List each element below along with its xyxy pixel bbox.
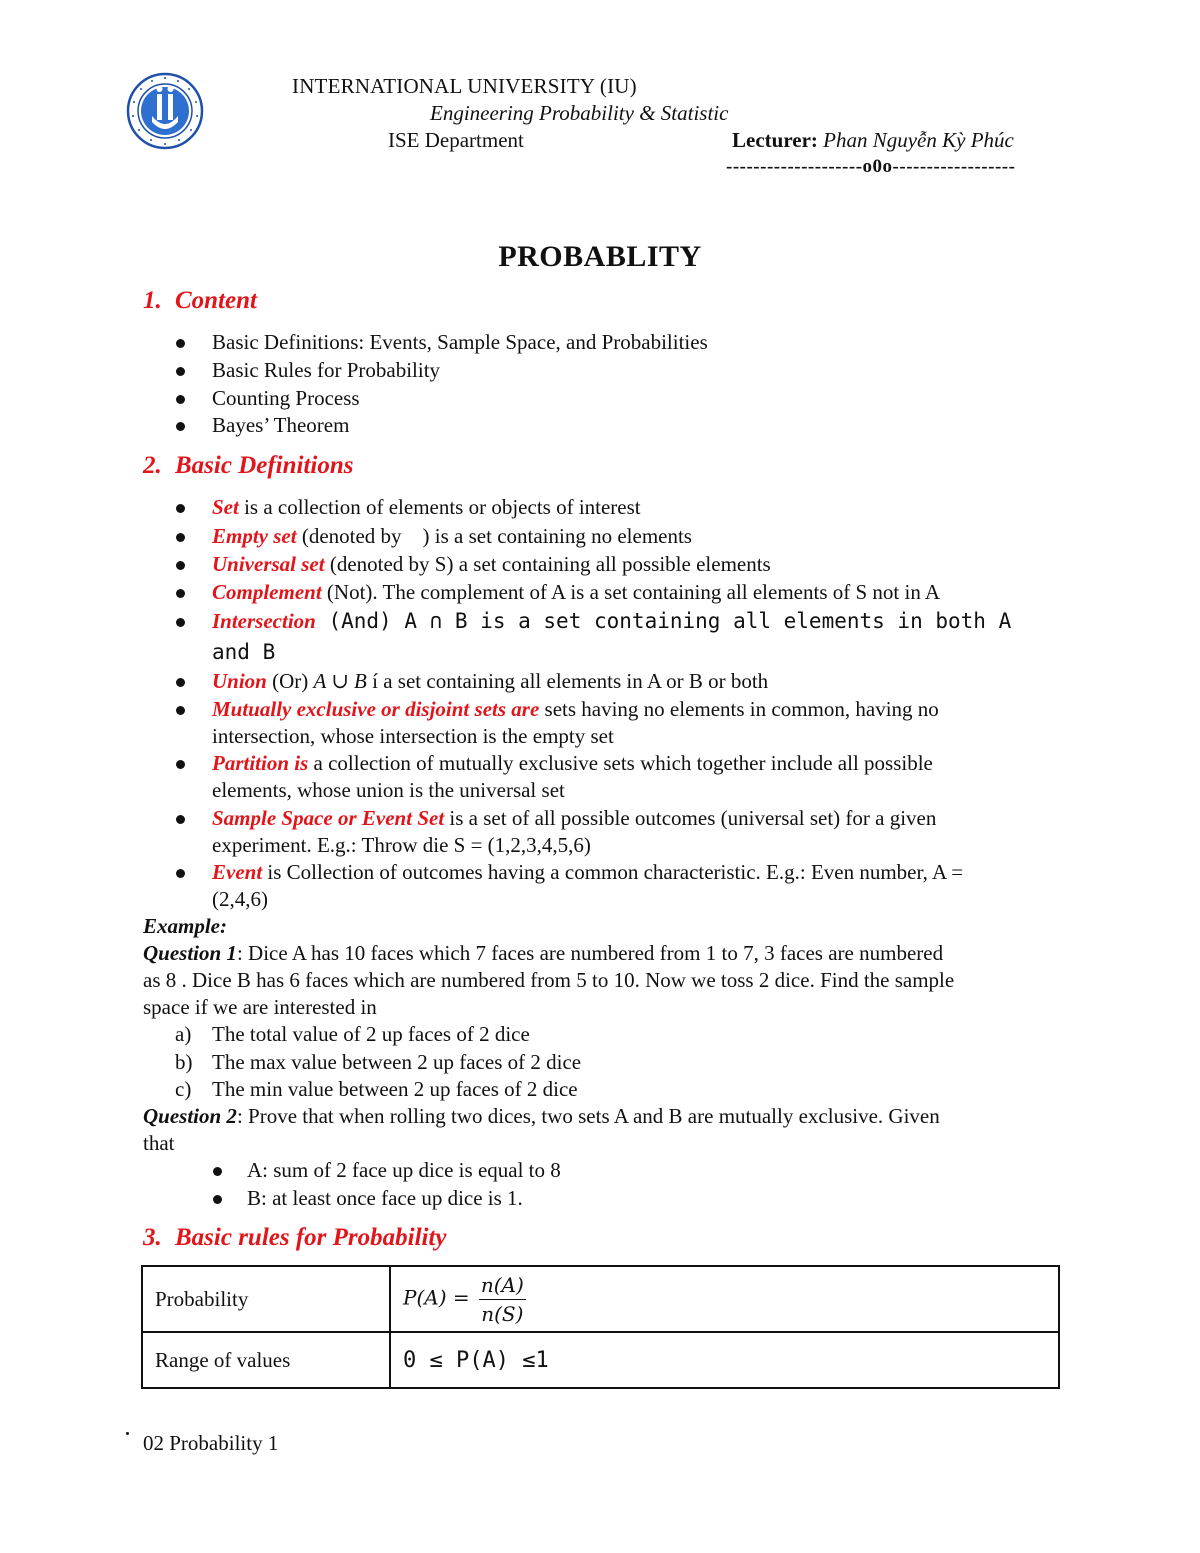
page-footer: 02 Probability 1: [143, 1431, 279, 1455]
bullet-icon: [175, 561, 187, 573]
definition-universal-set: Universal set (denoted by S) a set containing all possible elements: [212, 552, 771, 576]
definition-event-continued: (2,4,6): [212, 887, 268, 911]
lecturer-label: Lecturer:: [732, 128, 818, 152]
probability-rules-table: [141, 1265, 1060, 1389]
department-name: ISE Department: [388, 128, 524, 152]
bullet-icon: [175, 869, 187, 881]
university-name: INTERNATIONAL UNIVERSITY (IU): [292, 74, 637, 98]
probability-formula-lhs: P(A) =: [403, 1284, 470, 1309]
bullet-icon: [175, 589, 187, 601]
question-2-line2: that: [143, 1131, 175, 1155]
question-1: Question 1: Dice A has 10 faces which 7 faces are numbered from 1 to 7, 3 faces are numbered: [143, 941, 944, 965]
bullet-icon: [212, 1195, 224, 1207]
table-row: [142, 1266, 1059, 1332]
question-1-item: The min value between 2 up faces of 2 dice: [212, 1077, 578, 1101]
bullet-icon: [175, 533, 187, 545]
definition-partition: Partition is a collection of mutually exclusive sets which together include all possible: [212, 751, 933, 775]
bullet-icon: [175, 367, 187, 379]
bullet-icon: [175, 395, 187, 407]
bullet-icon: [175, 339, 187, 351]
section-heading-content: [143, 287, 257, 315]
example-label: Example:: [143, 914, 227, 938]
lecturer-name: Phan Nguyễn Kỳ Phúc: [823, 128, 1014, 152]
section-number: 1.: [143, 287, 162, 314]
fraction-numerator: n(A): [479, 1273, 526, 1300]
definition-sample-space-continued: experiment. E.g.: Throw die S = (1,2,3,4,5,6): [212, 833, 591, 857]
section-number: 2.: [143, 452, 162, 479]
definition-sample-space: Sample Space or Event Set is a set of all possible outcomes (universal set) for a given: [212, 806, 937, 830]
definition-complement: Complement (Not). The complement of A is a set containing all elements of S not in A: [212, 580, 941, 604]
lecturer-line: [732, 128, 1014, 153]
bullet-icon: [175, 815, 187, 827]
question-1-line3: space if we are interested in: [143, 995, 377, 1019]
table-cell-range: [390, 1332, 1059, 1388]
question-1-item-letter: a): [175, 1022, 192, 1046]
content-item: Counting Process: [212, 386, 360, 410]
section-number: 3.: [143, 1224, 162, 1251]
definition-set: Set is a collection of elements or objects of interest: [212, 495, 641, 519]
content-item: Bayes’ Theorem: [212, 413, 350, 437]
definition-mutually-exclusive-continued: intersection, whose intersection is the empty set: [212, 724, 614, 748]
section-title: Basic rules for Probability: [175, 1224, 447, 1251]
question-2: Question 2: Prove that when rolling two dices, two sets A and B are mutually exclusive. Given: [143, 1104, 940, 1128]
definition-mutually-exclusive: Mutually exclusive or disjoint sets are sets having no elements in common, having no: [212, 697, 939, 721]
question-2-item: A: sum of 2 face up dice is equal to 8: [247, 1158, 561, 1182]
table-cell-label: Range of values: [142, 1332, 390, 1388]
header-separator: --------------------o0o------------------: [726, 156, 1016, 177]
table-cell-formula: [390, 1266, 1059, 1332]
question-1-line2: as 8 . Dice B has 6 faces which are numbered from 5 to 10. Now we toss 2 dice. Find the sample: [143, 968, 955, 992]
section-title: Basic Definitions: [175, 452, 354, 479]
bullet-icon: [175, 504, 187, 516]
question-1-item-letter: b): [175, 1050, 193, 1074]
bullet-icon: [175, 678, 187, 690]
bullet-icon: [175, 706, 187, 718]
footer-dot: [126, 1432, 129, 1435]
question-1-item: The total value of 2 up faces of 2 dice: [212, 1022, 530, 1046]
question-1-item: The max value between 2 up faces of 2 dice: [212, 1050, 582, 1074]
question-1-item-letter: c): [175, 1077, 192, 1101]
bullet-icon: [175, 618, 187, 630]
question-2-item: B: at least once face up dice is 1.: [247, 1186, 523, 1210]
fraction-denominator: n(S): [481, 1301, 524, 1326]
definition-intersection-continued: and B: [212, 640, 276, 664]
definition-empty-set: Empty set (denoted by ) is a set containing no elements: [212, 524, 692, 548]
bullet-icon: [212, 1167, 224, 1179]
definition-partition-continued: elements, whose union is the universal set: [212, 778, 565, 802]
section-heading-basic-rules: [143, 1224, 447, 1252]
course-name: Engineering Probability & Statistic: [430, 101, 729, 125]
definition-union: Union (Or) A ∪ B í a set containing all elements in A or B or both: [212, 669, 769, 693]
bullet-icon: [175, 760, 187, 772]
content-item: Basic Rules for Probability: [212, 358, 441, 382]
section-heading-basic-definitions: [143, 452, 354, 480]
content-item: Basic Definitions: Events, Sample Space, and Probabilities: [212, 330, 708, 354]
page-title: PROBABLITY: [498, 240, 702, 273]
probability-fraction: [479, 1273, 526, 1326]
university-logo: [126, 72, 204, 150]
table-cell-label: Probability: [142, 1266, 390, 1332]
range-expression: 0 ≤ P(A) ≤1: [403, 1347, 549, 1373]
bullet-icon: [175, 422, 187, 434]
table-row: [142, 1332, 1059, 1388]
definition-event: Event is Collection of outcomes having a common characteristic. E.g.: Even number, A =: [212, 860, 964, 884]
section-title: Content: [175, 287, 257, 314]
definition-intersection: Intersection (And) A ∩ B is a set containing all elements in both A: [212, 609, 1012, 633]
